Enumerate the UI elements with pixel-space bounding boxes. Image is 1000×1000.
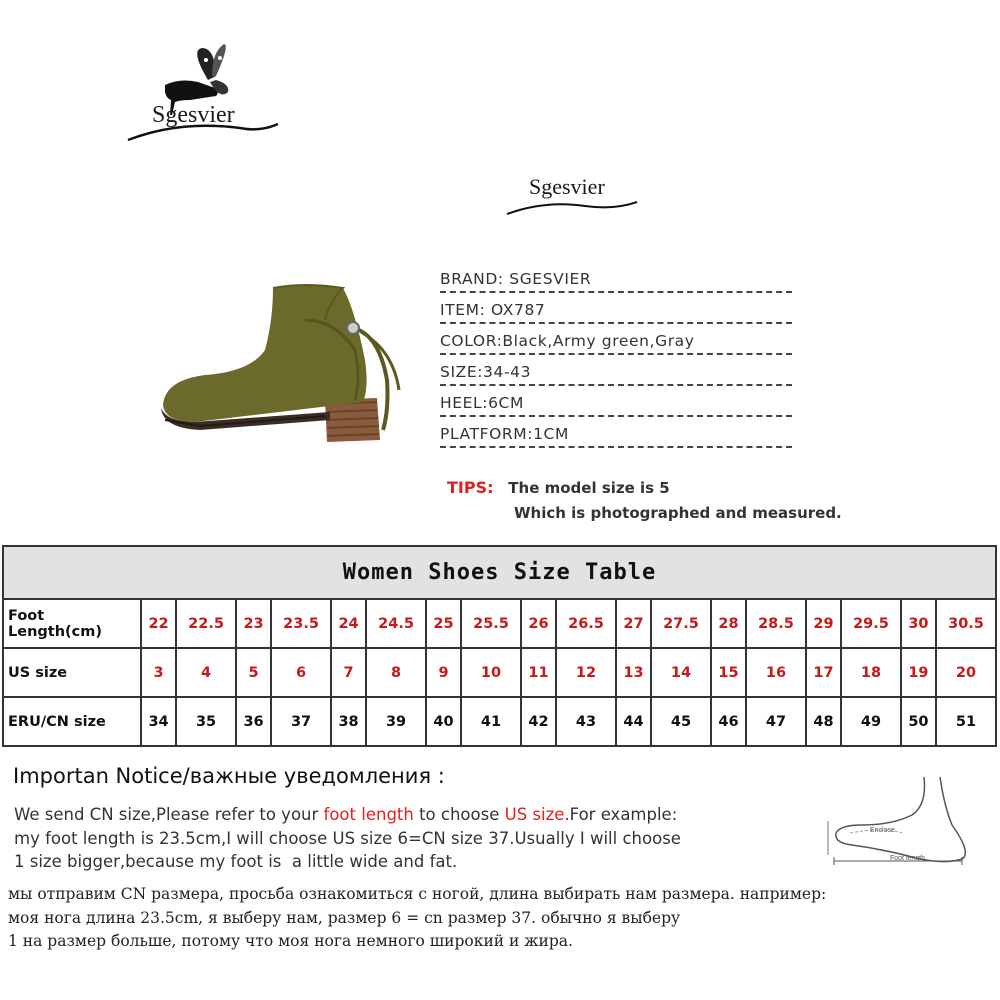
brand-logo-top-text: Sgesvier <box>152 102 235 128</box>
tips-block <box>447 478 842 522</box>
table-cell: 40 <box>426 697 461 746</box>
table-cell: 25 <box>426 599 461 648</box>
table-cell: 42 <box>521 697 556 746</box>
foot-measure-diagram <box>822 775 992 875</box>
table-cell: 26 <box>521 599 556 648</box>
table-cell: 19 <box>901 648 936 697</box>
table-cell: 44 <box>616 697 651 746</box>
table-cell: 37 <box>271 697 331 746</box>
row-label: US size <box>3 648 141 697</box>
brand-logo-middle <box>505 170 640 220</box>
table-cell: 15 <box>711 648 746 697</box>
notice-en-line3: 1 size bigger,because my foot is a little wide and fat. <box>14 852 458 871</box>
table-cell: 23.5 <box>271 599 331 648</box>
table-cell: 50 <box>901 697 936 746</box>
notice-text: to choose <box>413 805 505 824</box>
notice-text: We send CN size,Please refer to your <box>14 805 324 824</box>
table-cell: 48 <box>806 697 841 746</box>
butterfly-shoe-icon <box>120 40 290 160</box>
spec-brand: BRAND: SGESVIER <box>440 262 792 293</box>
table-cell: 34 <box>141 697 176 746</box>
notice-title: Importan Notice/важные уведомления : <box>13 764 445 788</box>
table-cell: 8 <box>366 648 426 697</box>
enclose-label: Enclose <box>870 827 895 834</box>
notice-text: .For example: <box>564 805 678 824</box>
notice-en-line2: my foot length is 23.5cm,I will choose US size 6=CN size 37.Usually I will choose <box>14 828 681 848</box>
table-cell: 23 <box>236 599 271 648</box>
table-cell: 51 <box>936 697 996 746</box>
table-cell: 46 <box>711 697 746 746</box>
table-cell: 14 <box>651 648 711 697</box>
table-cell: 9 <box>426 648 461 697</box>
brand-logo-top <box>120 40 290 160</box>
table-cell: 3 <box>141 648 176 697</box>
notice-ru-line3: 1 на размер больше, потому что моя нога немного широкий и жира. <box>8 932 573 950</box>
table-cell: 22 <box>141 599 176 648</box>
row-label: ERU/CN size <box>3 697 141 746</box>
size-table-title: Women Shoes Size Table <box>3 546 996 599</box>
spec-size: SIZE:34-43 <box>440 355 792 386</box>
table-cell: 49 <box>841 697 901 746</box>
table-cell: 27 <box>616 599 651 648</box>
table-cell: 13 <box>616 648 651 697</box>
table-cell: 12 <box>556 648 616 697</box>
notice-english <box>14 803 681 874</box>
product-image <box>155 280 410 455</box>
spec-color: COLOR:Black,Army green,Gray <box>440 324 792 355</box>
table-cell: 10 <box>461 648 521 697</box>
table-cell: 28 <box>711 599 746 648</box>
table-cell: 39 <box>366 697 426 746</box>
table-cell: 4 <box>176 648 236 697</box>
tips-label: TIPS: <box>447 478 494 497</box>
table-row-us-size <box>3 648 996 697</box>
table-cell: 25.5 <box>461 599 521 648</box>
table-cell: 41 <box>461 697 521 746</box>
notice-en-line1 <box>14 803 681 827</box>
table-cell: 27.5 <box>651 599 711 648</box>
table-cell: 11 <box>521 648 556 697</box>
spec-platform: PLATFORM:1CM <box>440 417 792 448</box>
table-cell: 24.5 <box>366 599 426 648</box>
table-cell: 17 <box>806 648 841 697</box>
swoosh-icon <box>505 170 640 220</box>
table-cell: 6 <box>271 648 331 697</box>
size-table <box>2 545 997 747</box>
table-cell: 30.5 <box>936 599 996 648</box>
spec-list <box>440 262 792 448</box>
spec-item: ITEM: OX787 <box>440 293 792 324</box>
brand-logo-middle-text: Sgesvier <box>529 174 605 199</box>
table-cell: 30 <box>901 599 936 648</box>
table-row-foot-length <box>3 599 996 648</box>
table-cell: 18 <box>841 648 901 697</box>
foot-length-highlight: foot length <box>323 805 414 824</box>
ankle-boot-icon <box>155 280 410 455</box>
notice-russian <box>8 883 826 954</box>
spec-heel: HEEL:6CM <box>440 386 792 417</box>
notice-ru-line1: мы отправим CN размера, просьба ознакомиться с ногой, длина выбирать нам размера. например: <box>8 885 827 903</box>
table-cell: 35 <box>176 697 236 746</box>
table-cell: 22.5 <box>176 599 236 648</box>
table-cell: 16 <box>746 648 806 697</box>
table-cell: 43 <box>556 697 616 746</box>
table-cell: 20 <box>936 648 996 697</box>
table-cell: 29.5 <box>841 599 901 648</box>
row-label: Foot Length(cm) <box>3 599 141 648</box>
table-cell: 47 <box>746 697 806 746</box>
table-cell: 38 <box>331 697 366 746</box>
notice-ru-line2: моя нога длина 23.5cm, я выберу нам, размер 6 = cn размер 37. обычно я выберу <box>8 908 681 927</box>
us-size-highlight: US size <box>504 805 565 824</box>
foot-length-label: Foot length <box>890 855 926 862</box>
table-cell: 26.5 <box>556 599 616 648</box>
table-cell: 29 <box>806 599 841 648</box>
table-cell: 28.5 <box>746 599 806 648</box>
table-row-eru-cn-size <box>3 697 996 746</box>
tips-line2: Which is photographed and measured. <box>514 504 842 522</box>
table-cell: 24 <box>331 599 366 648</box>
table-cell: 7 <box>331 648 366 697</box>
tips-line1: The model size is 5 <box>508 479 670 497</box>
table-cell: 36 <box>236 697 271 746</box>
table-cell: 5 <box>236 648 271 697</box>
table-cell: 45 <box>651 697 711 746</box>
